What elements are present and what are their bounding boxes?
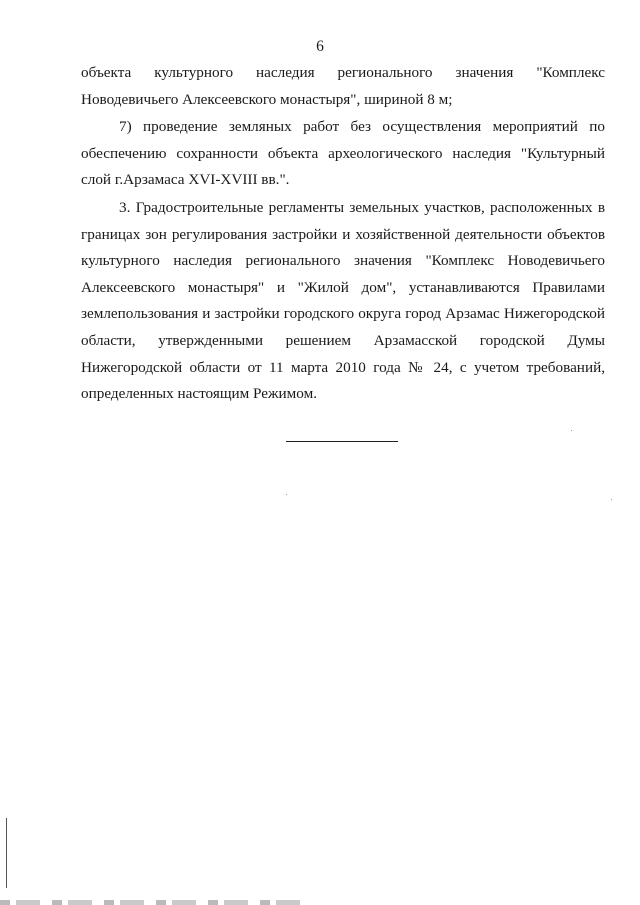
page-number: 6 [316,38,324,55]
scan-edge-mark [6,818,7,888]
scan-speck [611,499,612,500]
scan-bottom-noise [0,900,300,905]
scan-speck [571,430,572,431]
document-body [81,60,605,408]
paragraph-section-3: 3. Градостроительные регламенты земельных участков, расположенных в границах зон регулирования застройки и хозяйственной деятельности объектов культурного наследия регионального значения "Комплекс Новодевичьего Алексеевского монастыря" и "Жилой дом", устанавливаются Правилами землепользования и застройки городского округа город Арзамас Нижегородской области, утвержденными решением Арзамасской городской Думы Нижегородской области от 11 марта 2010 года № 24, с учетом требований, определенных настоящим Режимом. [81,198,605,403]
paragraph-item-7: 7) проведение земляных работ без осуществления мероприятий по обеспечению сохранности объекта археологического наследия "Культурный слой г.Арзамаса XVI-XVIII вв.". [81,118,605,189]
scan-speck [286,494,287,495]
end-of-text-rule [286,441,398,442]
paragraph-continuation: объекта культурного наследия регионального значения "Комплекс Новодевичьего Алексеевского монастыря", шириной 8 м; [81,64,605,108]
